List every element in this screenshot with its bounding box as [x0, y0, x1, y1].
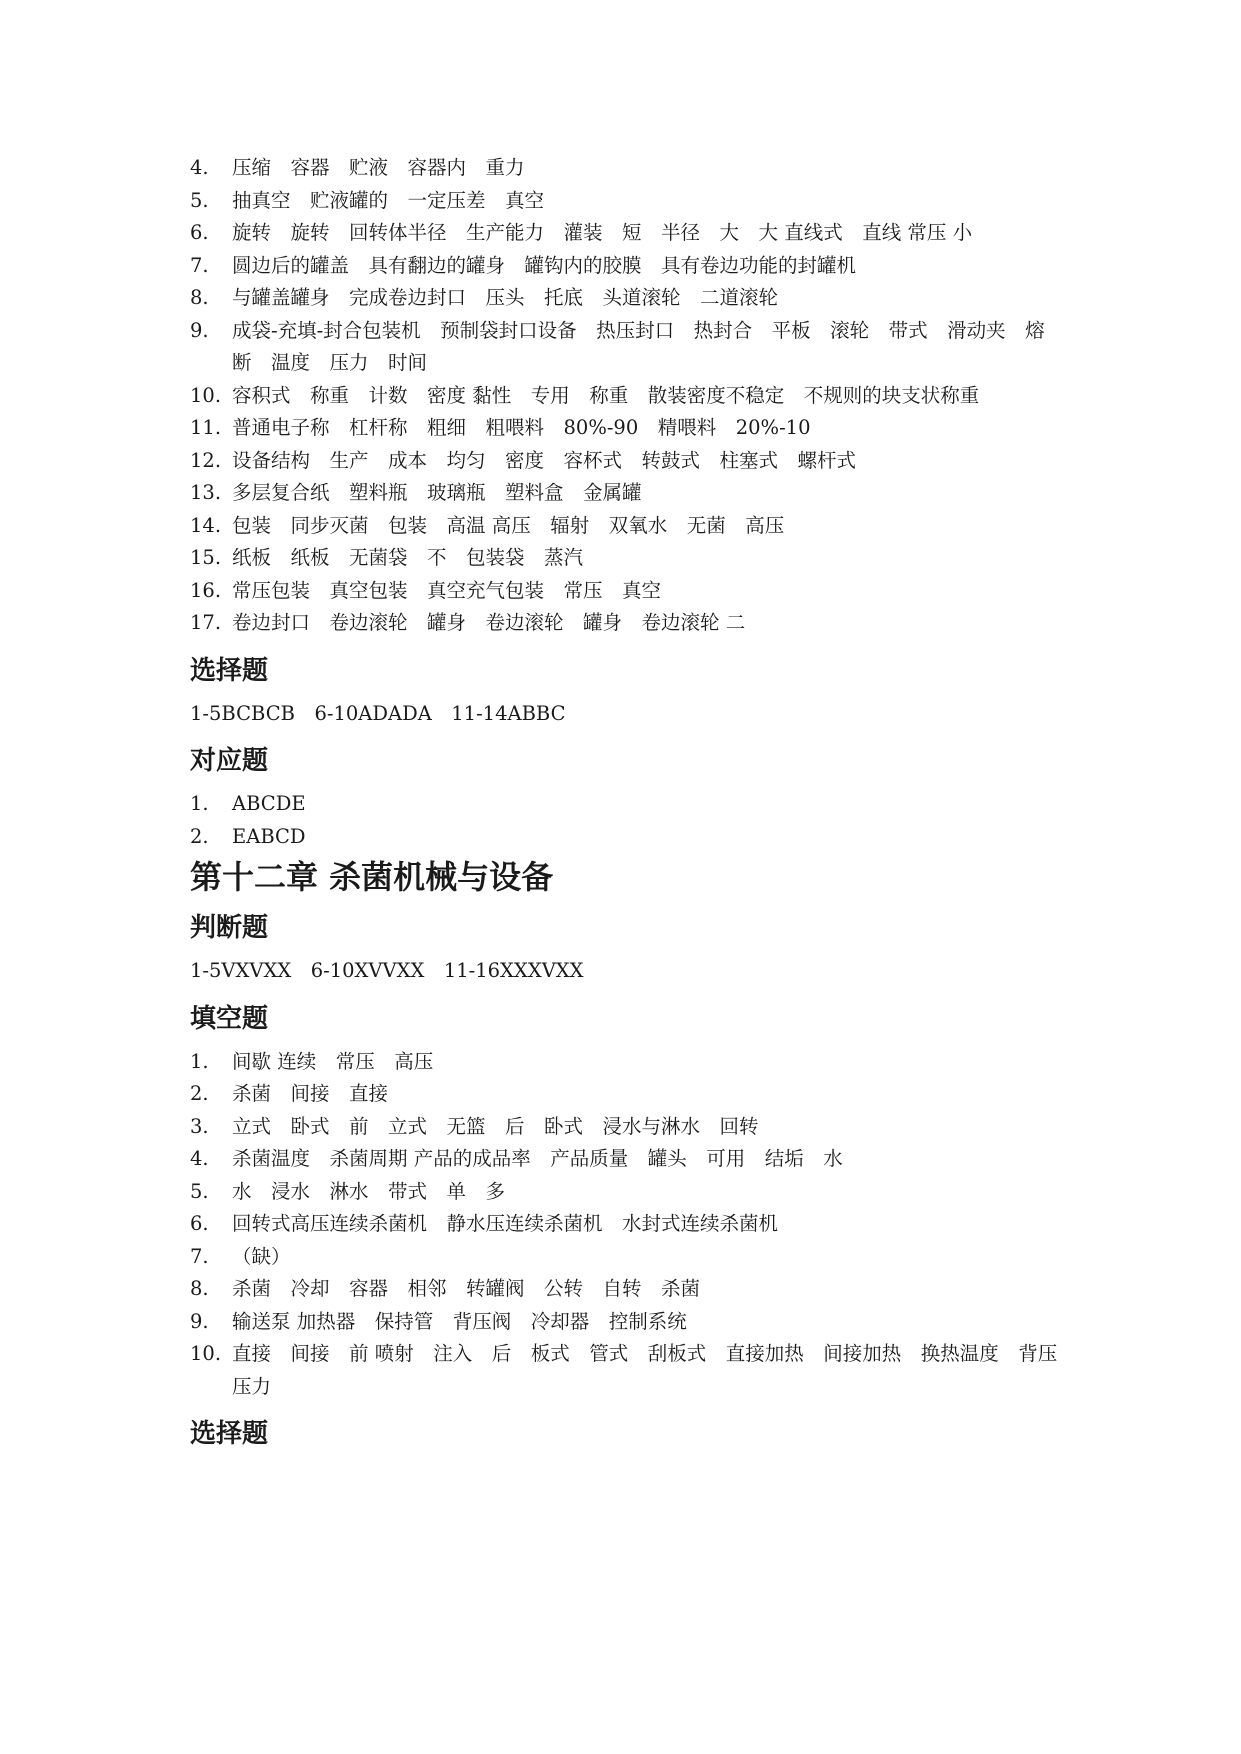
list-item-text: 回转式高压连续杀菌机 静水压连续杀菌机 水封式连续杀菌机 — [232, 1212, 779, 1235]
list-item — [190, 821, 1060, 854]
list-item-text: （缺） — [232, 1244, 291, 1268]
list-item-number: 7. — [190, 1244, 209, 1268]
list-item-number: 10. — [190, 383, 222, 407]
list-item-number: 4. — [190, 156, 209, 179]
list-item — [190, 152, 1060, 185]
list-item-text: 输送泵 加热器 保持管 背压阀 冷却器 控制系统 — [232, 1309, 687, 1333]
list-item-text: 包装 同步灭菌 包装 高温 高压 辐射 双氧水 无菌 高压 — [232, 513, 785, 537]
list-item-text: 成袋-充填-封合包装机 预制袋封口设备 热压封口 热封合 平板 滚轮 带式 滑动夹 熔断 温度 压力 时间 — [232, 318, 1045, 374]
list-item-text: ABCDE — [232, 792, 306, 815]
list-item-text: 常压包装 真空包装 真空充气包装 常压 真空 — [232, 578, 662, 602]
choice-answers: 1-5BCBCB 6-10ADADA 11-14ABBC — [190, 701, 566, 725]
judge-heading: 判断题 — [190, 913, 269, 943]
list-item — [190, 510, 1060, 543]
list-item — [190, 1046, 1060, 1079]
list-item — [190, 185, 1060, 218]
list-item — [190, 1273, 1060, 1306]
list-item — [190, 1111, 1060, 1144]
list-item — [190, 542, 1060, 575]
list-item-number: 3. — [190, 1114, 209, 1138]
list-item-number: 9. — [190, 318, 209, 342]
list-item-number: 13. — [190, 481, 222, 504]
list-item-number: 1. — [190, 1049, 209, 1073]
list-item-text: 直接 间接 前 喷射 注入 后 板式 管式 刮板式 直接加热 间接加热 换热温度 背压 压力 — [232, 1342, 1077, 1398]
list-item — [190, 412, 1060, 445]
match-answers — [190, 788, 1060, 853]
list-item-number: 12. — [190, 448, 222, 472]
list-item-number: 1. — [190, 792, 209, 815]
list-item-number: 4. — [190, 1147, 209, 1170]
list-item — [190, 788, 1060, 821]
list-item-text: 杀菌温度 杀菌周期 产品的成品率 产品质量 罐头 可用 结垢 水 — [232, 1147, 843, 1170]
list-item-text: 卷边封口 卷边滚轮 罐身 卷边滚轮 罐身 卷边滚轮 二 — [232, 611, 746, 634]
list-item-text: 纸板 纸板 无菌袋 不 包装袋 蒸汽 — [232, 546, 584, 569]
list-item-number: 8. — [190, 286, 209, 309]
list-item-number: 11. — [190, 416, 222, 439]
list-item — [190, 1143, 1060, 1176]
list-item-number: 9. — [190, 1309, 209, 1333]
list-item — [190, 575, 1060, 608]
list-item — [190, 607, 1060, 640]
fill-answers-previous — [190, 152, 1060, 640]
list-item-text: 设备结构 生产 成本 均匀 密度 容杯式 转鼓式 柱塞式 螺杆式 — [232, 448, 857, 472]
match-heading: 对应题 — [190, 746, 269, 776]
list-item-text: 多层复合纸 塑料瓶 玻璃瓶 塑料盒 金属罐 — [232, 481, 642, 504]
list-item-text: 杀菌 冷却 容器 相邻 转罐阀 公转 自转 杀菌 — [232, 1277, 701, 1300]
list-item — [190, 1208, 1060, 1241]
list-item-number: 14. — [190, 513, 222, 537]
choice-heading: 选择题 — [190, 655, 269, 686]
judge-answers: 1-5VXVXX 6-10XVVXX 11-16XXXVXX — [190, 959, 584, 982]
list-item — [190, 1241, 1060, 1274]
list-item — [190, 282, 1060, 315]
list-item-text: 圆边后的罐盖 具有翻边的罐身 罐钩内的胶膜 具有卷边功能的封罐机 — [232, 253, 857, 277]
list-item — [190, 315, 1060, 380]
list-item — [190, 1306, 1060, 1339]
list-item-number: 17. — [190, 611, 222, 634]
list-item-number: 7. — [190, 253, 209, 277]
list-item — [190, 477, 1060, 510]
list-item-text: 与罐盖罐身 完成卷边封口 压头 托底 头道滚轮 二道滚轮 — [232, 286, 779, 309]
list-item-number: 2. — [190, 824, 209, 848]
list-item-text: 抽真空 贮液罐的 一定压差 真空 — [232, 188, 545, 212]
list-item-text: 压缩 容器 贮液 容器内 重力 — [232, 156, 525, 179]
list-item-number: 15. — [190, 546, 222, 569]
list-item — [190, 1078, 1060, 1111]
list-item-text: 立式 卧式 前 立式 无篮 后 卧式 浸水与淋水 回转 — [232, 1114, 759, 1138]
list-item-number: 10. — [190, 1342, 222, 1365]
list-item-text: 旋转 旋转 回转体半径 生产能力 灌装 短 半径 大 大 直线式 直线 常压 小 — [232, 221, 973, 244]
chapter-title: 第十二章 杀菌机械与设备 — [190, 858, 554, 896]
list-item-number: 8. — [190, 1277, 209, 1300]
fill-answers — [190, 1046, 1077, 1404]
list-item-text: 间歇 连续 常压 高压 — [232, 1049, 434, 1073]
list-item-text: 容积式 称重 计数 密度 黏性 专用 称重 散装密度不稳定 不规则的块支状称重 — [232, 383, 980, 407]
list-item-text: 水 浸水 淋水 带式 单 多 — [232, 1179, 506, 1203]
list-item-text: 杀菌 间接 直接 — [232, 1082, 389, 1105]
list-item-text: EABCD — [232, 824, 306, 848]
list-item-number: 16. — [190, 578, 222, 602]
list-item — [190, 1176, 1060, 1209]
list-item — [190, 250, 1060, 283]
list-item-number: 6. — [190, 221, 209, 244]
list-item-number: 2. — [190, 1082, 209, 1105]
fill-heading: 填空题 — [190, 1003, 269, 1034]
list-item — [190, 380, 1060, 413]
page-content — [190, 152, 1077, 1461]
list-item — [190, 1338, 1077, 1403]
list-item-number: 5. — [190, 188, 209, 212]
list-item-number: 5. — [190, 1179, 209, 1203]
choice-heading-2: 选择题 — [190, 1419, 269, 1449]
list-item-number: 6. — [190, 1212, 209, 1235]
list-item — [190, 217, 1060, 250]
list-item-text: 普通电子称 杠杆称 粗细 粗喂料 80%-90 精喂料 20%-10 — [232, 416, 811, 439]
list-item — [190, 445, 1060, 478]
